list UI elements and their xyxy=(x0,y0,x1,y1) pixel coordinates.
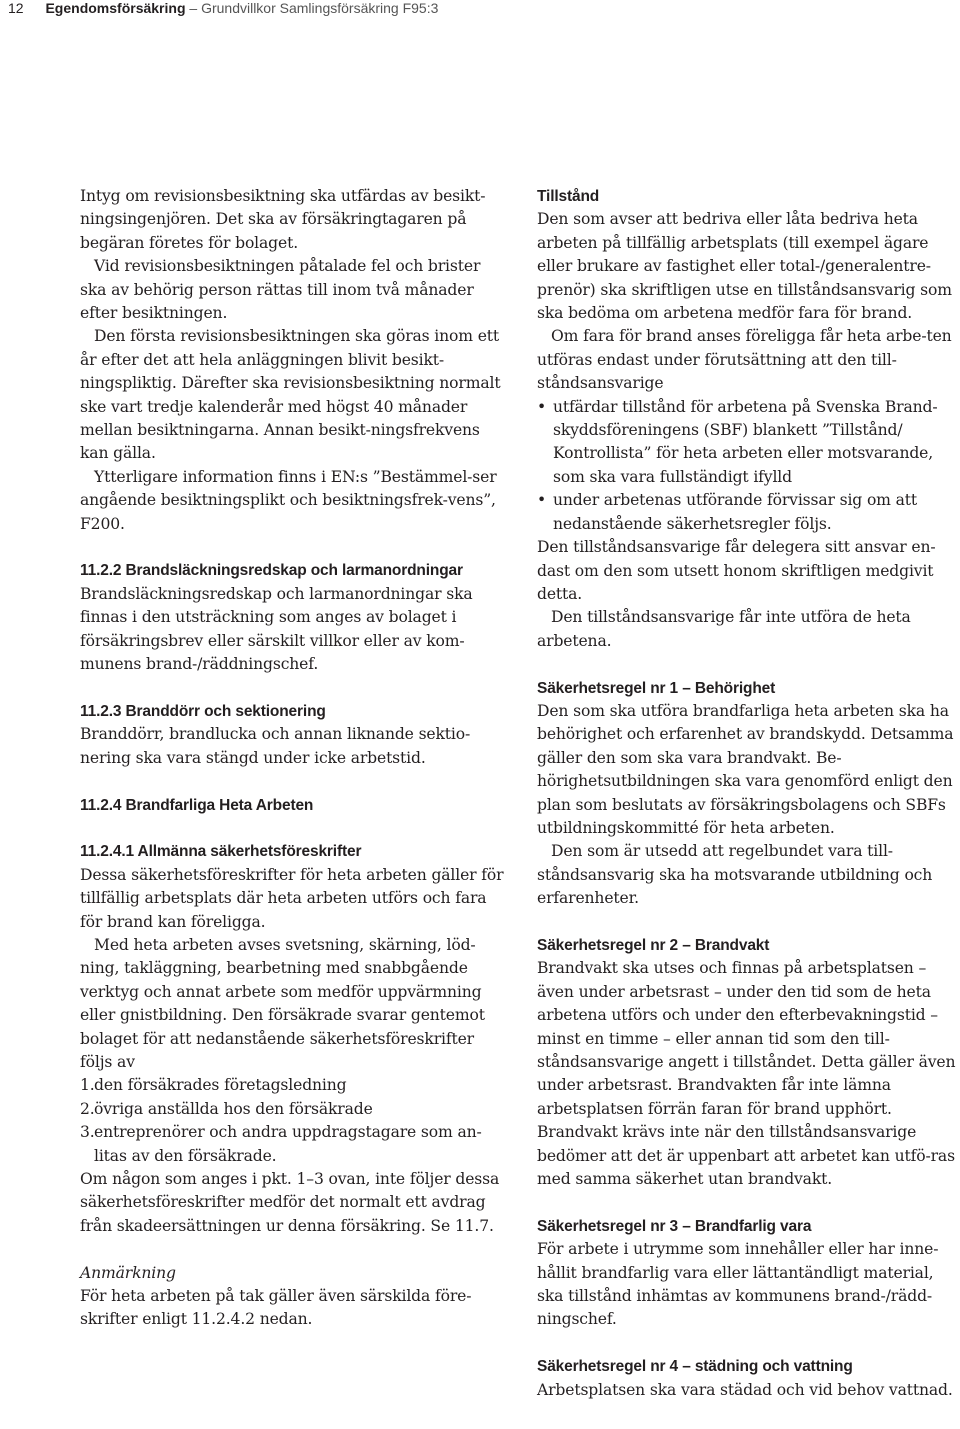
section-heading: Säkerhetsregel nr 2 – Brandvakt xyxy=(537,936,770,954)
paragraph: Brandvakt ska utses och finnas på arbetsplatsen – även under arbetsrast – under den tid som de heta arbetena utförs och under den efterbevakningstid – minst en timme – eller annan tid som den till-ståndsansvarige angett i tillståndet. Detta gäller även under arbetsrast. Brandvakten får inte lämna arbetsplatsen förrän faran för brand upphört. Brandvakt krävs inte när den tillståndsansvarige bedömer att det är uppenbart att arbetet kan utfö-ras med samma säkerhet utan brandvakt. xyxy=(537,959,956,1189)
left-column xyxy=(80,185,504,1332)
list-number: 3. xyxy=(80,1123,95,1142)
paragraph: Den som är utsedd att regelbundet vara till-ståndsansvarig ska ha motsvarande utbildning och erfarenheter. xyxy=(537,842,933,908)
paragraph: Den tillståndsansvarige får inte utföra de heta arbetena. xyxy=(537,608,911,650)
section-heading: Säkerhetsregel nr 1 – Behörighet xyxy=(537,679,776,697)
right-column xyxy=(537,185,960,1402)
paragraph: Intyg om revisionsbesiktning ska utfärdas av besikt-ningsingenjören. Det ska av försäkringtagaren på begäran företes för bolaget. xyxy=(80,187,486,252)
paragraph: Den tillståndsansvarige får delegera sitt ansvar en-dast om den som utsett honom skriftligen medgivit detta. xyxy=(537,538,936,603)
bullet-icon: • xyxy=(537,491,547,510)
bullet-text: under arbetenas utförande förvissar sig om att nedanstående säkerhetsregler följs. xyxy=(553,491,918,533)
paragraph: För arbete i utrymme som innehåller eller har inne-hållit brandfarlig vara eller lättantändligt material, ska tillstånd inhämtas av kommunens brand-/rädd-ningschef. xyxy=(537,1240,939,1329)
section-heading: Tillstånd xyxy=(537,188,600,205)
bullet-text: utfärdar tillstånd för arbetena på Svenska Brand-skyddsföreningens (SBF) blankett ”Tillstånd/ Kontrollista” för heta arbeten eller motsvarande, som ska vara fullständigt ifylld xyxy=(553,397,938,486)
bullet-icon: • xyxy=(537,397,547,416)
list-item xyxy=(80,1098,504,1121)
paragraph: Den som avser att bedriva eller låta bedriva heta arbeten på tillfällig arbetsplats (till exempel ägare eller brukare av fastighet eller total-/generalentre-prenör) ska skriftligen utse en tillståndsansvarig som ska bedöma om arbetena medför fara för brand. xyxy=(537,210,952,323)
paragraph: Den första revisionsbesiktningen ska göras inom ett år efter det att hela anläggningen blivit besikt-ningspliktig. Därefter ska revisionsbesiktning normalt ske vart tredje kalenderår med högst 40 månader mellan besiktningarna. Annan besikt-ningsfrekvens kan gälla. xyxy=(80,327,501,463)
section-heading: 11.2.2 Brandsläckningsredskap och larmanordningar xyxy=(80,562,463,580)
paragraph: Dessa säkerhetsföreskrifter för heta arbeten gäller för tillfällig arbetsplats där heta arbeten utförs och fara för brand kan föreligga. xyxy=(80,865,504,931)
section-heading: Säkerhetsregel nr 3 – Brandfarlig vara xyxy=(537,1217,812,1235)
paragraph: Med heta arbeten avses svetsning, skärning, löd-ning, takläggning, bearbetning med snabbgående verktyg och annat arbete som medför uppvärmning eller gnistbildning. Den försäkrade svarar gentemot bolaget för att nedanstående säkerhetsföreskrifter följs av xyxy=(80,935,485,1071)
list-text: entreprenörer och andra uppdragstagare som an-litas av den försäkrade. xyxy=(94,1123,482,1165)
bullet-item xyxy=(537,396,960,490)
bullet-item xyxy=(537,489,960,536)
list-item xyxy=(80,1074,504,1097)
header-title: Egendomsförsäkring xyxy=(45,0,186,16)
list-text: den försäkrades företagsledning xyxy=(94,1076,347,1095)
paragraph: Brandsläckningsredskap och larmanordningar ska finnas i den utsträckning som anges av bolaget i försäkringsbrev eller särskilt villkor eller av kom-munens brand-/räddningschef. xyxy=(80,584,473,674)
paragraph: Den som ska utföra brandfarliga heta arbeten ska ha behörighet och erfarenhet av brandskydd. Detsamma gäller den som ska vara brandvakt. Be-hörighetsutbildningen ska vara genomförd enligt den plan som beslutats av försäkringsbolagens och SBFs utbildningskommitté för heta arbeten. xyxy=(537,701,954,837)
paragraph: Om fara för brand anses föreligga får heta arbe-ten utföras endast under förutsättning att den till-ståndsansvarige xyxy=(537,327,952,393)
list-number: 2. xyxy=(80,1099,95,1118)
section-heading: 11.2.4.1 Allmänna säkerhetsföreskrifter xyxy=(80,843,362,861)
note-text: För heta arbeten på tak gäller även särskilda före-skrifter enligt 11.2.4.2 nedan. xyxy=(80,1287,472,1329)
page-header xyxy=(8,0,438,16)
note-title: Anmärkning xyxy=(80,1263,176,1282)
list-item xyxy=(80,1121,504,1168)
section-heading: 11.2.4 Brandfarliga Heta Arbeten xyxy=(80,796,314,814)
list-number: 1. xyxy=(80,1076,95,1095)
paragraph: Vid revisionsbesiktningen påtalade fel och brister ska av behörig person rättas till inom två månader efter besiktningen. xyxy=(80,257,481,323)
paragraph: Arbetsplatsen ska vara städad och vid behov vattnad. xyxy=(537,1380,953,1399)
header-subtitle: – Grundvillkor Samlingsförsäkring F95:3 xyxy=(189,0,439,16)
paragraph: Branddörr, brandlucka och annan liknande sektio-nering ska vara stängd under icke arbetstid. xyxy=(80,725,471,767)
paragraph: Om någon som anges i pkt. 1–3 ovan, inte följer dessa säkerhetsföreskrifter medför det normalt ett avdrag från skadeersättningen ur denna försäkring. Se 11.7. xyxy=(80,1170,500,1235)
section-heading: Säkerhetsregel nr 4 – städning och vattning xyxy=(537,1358,853,1376)
page-number: 12 xyxy=(8,0,24,16)
section-heading: 11.2.3 Branddörr och sektionering xyxy=(80,702,326,720)
paragraph: Ytterligare information finns i EN:s ”Bestämmel-ser angående besiktningsplikt och besiktningsfrek-vens”, F200. xyxy=(80,467,497,533)
list-text: övriga anställda hos den försäkrade xyxy=(94,1099,373,1118)
